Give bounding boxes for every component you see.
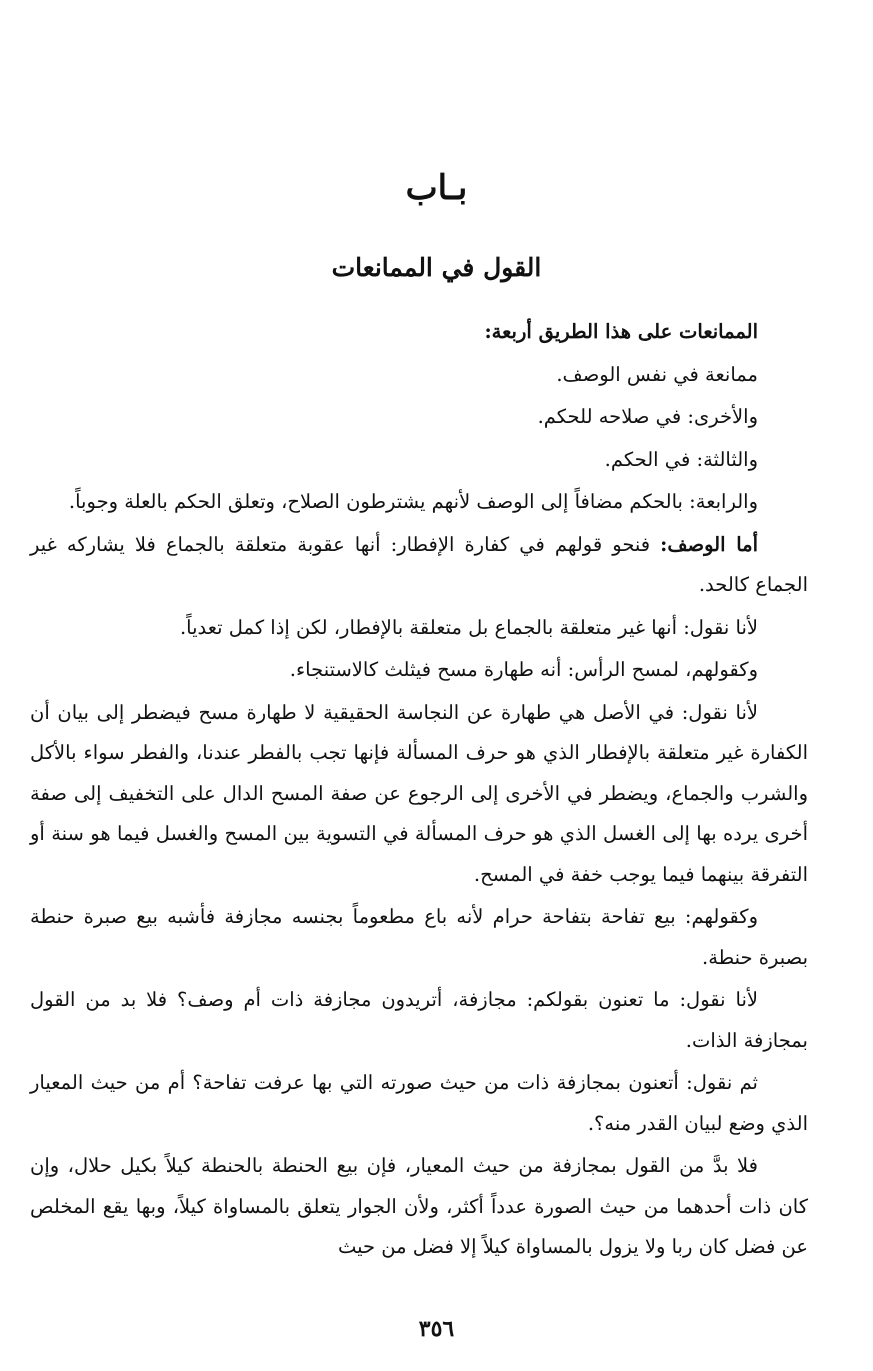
paragraph bbox=[30, 525, 808, 606]
paragraph bbox=[30, 897, 808, 978]
paragraph bbox=[30, 608, 808, 649]
paragraph bbox=[30, 980, 808, 1061]
paragraph-text: لأنا نقول: أنها غير متعلقة بالجماع بل متعلقة بالإفطار، لكن إذا كمل تعدياً. bbox=[179, 615, 758, 639]
paragraph bbox=[30, 1063, 808, 1144]
paragraph-text: ممانعة في نفس الوصف. bbox=[556, 362, 758, 386]
paragraph-text: لأنا نقول: ما تعنون بقولكم: مجازفة، أتريدون مجازفة ذات أم وصف؟ فلا بد من القول بمجازفة الذات. bbox=[30, 988, 808, 1052]
paragraph-lead: أما الوصف: bbox=[660, 532, 758, 556]
paragraph-text: فلا بدَّ من القول بمجازفة من حيث المعيار، فإن بيع الحنطة بالحنطة كيلاً بكيل حلال، وإن كان ذات أحدهما من حيث الصورة عدداً أكثر، ولأن الجوار يتعلق بالمساواة كيلاً، وبها يقع المخلص عن فضل كان ربا ولا يزول بالمساواة كيلاً إلا فضل من حيث bbox=[30, 1154, 808, 1258]
paragraph-text: والأخرى: في صلاحه للحكم. bbox=[537, 405, 758, 428]
page-number: ٣٥٦ bbox=[418, 1316, 455, 1342]
paragraph bbox=[30, 440, 808, 481]
paragraph bbox=[30, 397, 808, 438]
chapter-title: بـاب bbox=[405, 168, 468, 208]
body-text bbox=[30, 312, 808, 1270]
paragraph bbox=[30, 1146, 808, 1268]
paragraph-text: وكقولهم، لمسح الرأس: أنه طهارة مسح فيثلث كالاستنجاء. bbox=[289, 658, 758, 681]
paragraph-text: لأنا نقول: في الأصل هي طهارة عن النجاسة الحقيقية لا طهارة مسح فيضطر إلى بيان أن الكفارة غير متعلقة بالإفطار الذي هو حرف المسألة فإنها تجب بالفطر عندنا، والفطر سواء بالأكل والشرب والجماع، ويضطر في الأخرى إلى الرجوع عن صفة المسح الدال على التخفيف إلى صفة أخرى يرده بها إلى الغسل الذي هو حرف المسألة في التسوية بين المسح والغسل فيما هو سنة أو التفرقة بينهما فيما يوجب خفة في المسح. bbox=[30, 700, 808, 886]
paragraph-text: فنحو قولهم في كفارة الإفطار: أنها عقوبة متعلقة بالجماع فلا يشاركه غير الجماع كالحد. bbox=[30, 532, 808, 596]
paragraph-text: وكقولهم: بيع تفاحة بتفاحة حرام لأنه باع مطعوماً بجنسه مجازفة فأشبه بيع صبرة حنطة بصبرة حنطة. bbox=[30, 905, 808, 969]
paragraph bbox=[30, 312, 808, 353]
paragraph bbox=[30, 650, 808, 691]
paragraph-lead: الممانعات على هذا الطريق أربعة: bbox=[484, 320, 758, 343]
section-subtitle: القول في الممانعات bbox=[331, 253, 542, 282]
paragraph bbox=[30, 693, 808, 896]
paragraph bbox=[30, 482, 808, 523]
paragraph bbox=[30, 355, 808, 396]
paragraph-text: والرابعة: بالحكم مضافاً إلى الوصف لأنهم يشترطون الصلاح، وتعلق الحكم بالعلة وجوباً. bbox=[68, 490, 758, 513]
paragraph-text: والثالثة: في الحكم. bbox=[604, 447, 758, 471]
paragraph-text: ثم نقول: أتعنون بمجازفة ذات من حيث صورته التي بها عرفت تفاحة؟ أم من حيث المعيار الذي وضع لبيان القدر منه؟. bbox=[30, 1071, 808, 1135]
